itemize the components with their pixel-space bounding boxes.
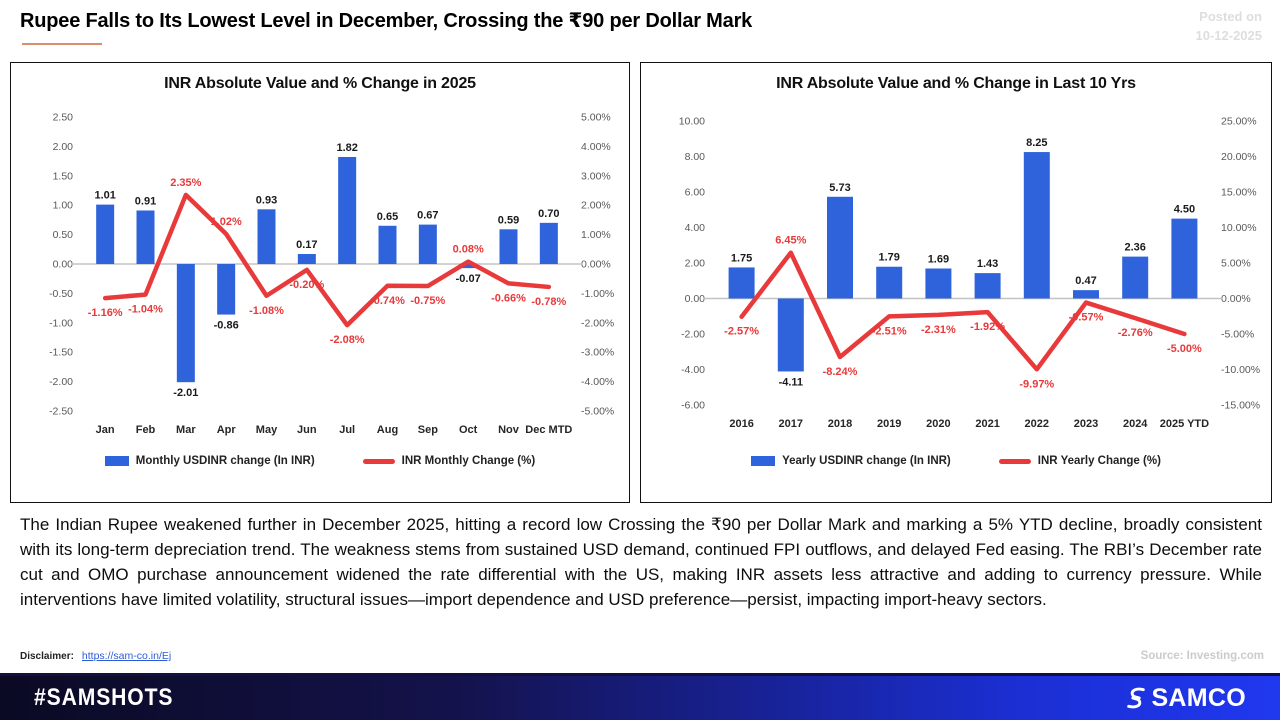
bar-value-label: 0.47 (1075, 275, 1097, 288)
bar (258, 209, 276, 264)
right-axis-tick: -2.00% (581, 317, 615, 330)
right-axis-tick: 0.00% (1221, 293, 1251, 305)
bar (1122, 257, 1148, 299)
bar-value-label: 1.79 (878, 251, 900, 264)
legend-label: INR Monthly Change (%) (401, 455, 536, 467)
line-value-label: -2.57% (724, 325, 760, 338)
bar-value-label: 2.36 (1124, 241, 1146, 254)
page-title: Rupee Falls to Its Lowest Level in December, Crossing the ₹90 per Dollar Mark (20, 10, 753, 32)
x-axis-label: 2022 (1024, 418, 1050, 430)
bar-legend-swatch (751, 456, 775, 466)
bar (975, 273, 1001, 298)
x-axis-label: Jan (95, 424, 115, 436)
left-axis-tick: 2.00 (52, 140, 73, 153)
left-axis-tick: 8.00 (684, 151, 705, 163)
bar-value-label: -0.07 (455, 273, 481, 286)
bar (177, 264, 195, 382)
left-axis-tick: 0.50 (52, 229, 73, 242)
bar-value-label: 0.93 (255, 194, 278, 207)
posted-on-label: Posted on (1199, 9, 1262, 24)
right-axis-tick: -1.00% (581, 287, 615, 300)
monthly-chart-panel (10, 62, 630, 503)
line-value-label: -1.04% (128, 303, 163, 316)
right-axis-tick: 5.00% (1221, 257, 1251, 270)
legend-label: INR Yearly Change (%) (1037, 455, 1161, 467)
disclaimer (20, 650, 171, 662)
x-axis-label: Dec MTD (525, 424, 573, 436)
bar (137, 210, 155, 264)
bar (1073, 290, 1099, 298)
posted-on-date: 10-12-2025 (1195, 27, 1262, 43)
bar (827, 197, 853, 299)
source-credit: Source: Investing.com (1140, 650, 1264, 662)
bar-value-label: 0.59 (497, 214, 520, 227)
line-value-label: -1.16% (87, 307, 123, 320)
line-value-label: 0.08% (452, 243, 484, 256)
bar (876, 267, 902, 299)
x-axis-label: 2020 (926, 418, 951, 430)
chart-legend (11, 455, 629, 467)
line-value-label: -1.92% (970, 321, 1006, 334)
left-axis-tick: 6.00 (684, 186, 705, 199)
legend-item-bar (751, 455, 951, 467)
bar (540, 223, 558, 264)
bar (217, 264, 235, 315)
line-legend-swatch (999, 459, 1031, 464)
line-value-label: -0.57% (1068, 311, 1104, 324)
legend-label: Yearly USDINR change (In INR) (782, 455, 951, 467)
yearly-chart-svg (643, 99, 1269, 451)
bar-value-label: 4.50 (1173, 203, 1196, 216)
right-axis-tick: 15.00% (1221, 186, 1257, 199)
line-value-label: 1.02% (210, 216, 242, 229)
right-axis-tick: 25.00% (1221, 115, 1257, 128)
left-axis-tick: 0.00 (52, 258, 73, 271)
bar-value-label: 0.67 (417, 209, 439, 222)
bar (778, 299, 804, 372)
left-axis-tick: -2.50 (49, 405, 73, 418)
right-axis-tick: 0.00% (581, 258, 611, 271)
bar (1024, 152, 1050, 298)
bar-value-label: 0.17 (296, 239, 318, 252)
bar (96, 205, 114, 264)
x-axis-label: 2024 (1122, 418, 1148, 430)
line-legend-swatch (363, 459, 395, 464)
x-axis-label: Apr (216, 424, 236, 436)
right-axis-tick: 3.00% (581, 170, 611, 183)
line-value-label: -1.08% (249, 304, 284, 317)
line-value-label: -0.78% (531, 295, 567, 308)
yearly-chart-panel (640, 62, 1272, 503)
left-axis-tick: 2.50 (52, 111, 73, 124)
right-axis-tick: -10.00% (1221, 364, 1261, 376)
right-axis-tick: -15.00% (1221, 399, 1261, 412)
line-value-label: -0.20% (289, 278, 325, 291)
x-axis-label: Nov (498, 424, 519, 436)
x-axis-label: Jun (297, 424, 317, 436)
left-axis-tick: -1.00 (49, 317, 73, 330)
bar (500, 229, 518, 264)
footer-bar (0, 673, 1280, 720)
posted-on (1196, 8, 1263, 46)
right-axis-tick: 1.00% (581, 229, 611, 242)
x-axis-label: Feb (135, 424, 156, 436)
line-value-label: -8.24% (822, 366, 858, 379)
right-axis-tick: -3.00% (581, 346, 615, 359)
bar-value-label: 0.91 (134, 195, 157, 208)
line-value-label: 6.45% (775, 234, 807, 247)
summary-paragraph: The Indian Rupee weakened further in December 2025, hitting a record low Crossing the ₹90 per Dollar Mark and marking a 5% YTD decline, broadly consistent with its long-term depreciation trend. The weakness stems from sustained USD demand, continued FPI outflows, and delayed Fed easing. The RBI’s December rate cut and OMO purchase announcement widened the rate differential with the US, making INR assets less attractive and adding to currency pressure. While interventions have limited volatility, structural issues—import dependence and USD preference—persist, impacting import-heavy sectors. (20, 515, 1262, 610)
x-axis-label: Oct (458, 424, 478, 436)
line-value-label: -2.31% (920, 323, 956, 336)
left-axis-tick: -4.00 (681, 364, 705, 376)
monthly-chart-svg (13, 99, 627, 451)
left-axis-tick: 10.00 (678, 115, 705, 128)
bar (379, 226, 397, 264)
samco-logo (1124, 684, 1246, 713)
right-axis-tick: -5.00% (1221, 328, 1255, 341)
right-axis-tick: 5.00% (581, 111, 611, 124)
bar-value-label: 0.70 (538, 207, 560, 220)
bar (338, 157, 356, 264)
bar-value-label: 1.82 (336, 141, 358, 154)
line-value-label: -5.00% (1166, 343, 1202, 355)
left-axis-tick: 1.00 (52, 199, 73, 212)
bar (419, 225, 437, 264)
line-value-label: -0.75% (410, 295, 446, 308)
x-axis-label: Sep (417, 424, 438, 436)
bar-value-label: 1.75 (730, 252, 753, 265)
left-axis-tick: -6.00 (681, 399, 705, 412)
x-axis-label: 2017 (778, 418, 804, 430)
right-axis-tick: -5.00% (581, 405, 615, 418)
line-value-label: 2.35% (170, 176, 202, 189)
left-axis-tick: 1.50 (52, 170, 73, 183)
bar-value-label: 8.25 (1026, 137, 1048, 150)
trend-line (742, 253, 1185, 370)
x-axis-label: Mar (176, 424, 196, 436)
bar-legend-swatch (105, 456, 129, 466)
line-value-label: -9.97% (1019, 378, 1055, 391)
samco-wordmark: SAMCO (1151, 683, 1246, 712)
right-axis-tick: 4.00% (581, 140, 611, 153)
chart-title: INR Absolute Value and % Change in Last 10 Yrs (776, 75, 1136, 92)
bar-value-label: -4.11 (778, 376, 804, 389)
line-value-label: -2.51% (871, 325, 907, 338)
right-axis-tick: 20.00% (1221, 151, 1257, 163)
trend-line (105, 195, 549, 325)
line-value-label: -2.76% (1117, 327, 1153, 340)
x-axis-label: 2019 (876, 418, 902, 430)
legend-item-bar (105, 455, 315, 467)
x-axis-label: May (255, 424, 278, 436)
bar-value-label: 1.01 (94, 189, 116, 202)
samshots-hashtag: #SAMSHOTS (34, 684, 174, 711)
chart-legend (641, 455, 1271, 467)
x-axis-label: 2025 YTD (1159, 418, 1210, 430)
bar-value-label: 0.65 (376, 210, 399, 223)
left-axis-tick: -2.00 (49, 376, 73, 389)
x-axis-label: Aug (376, 424, 399, 436)
line-value-label: -2.08% (329, 334, 365, 347)
x-axis-label: Jul (339, 424, 356, 436)
bar-value-label: 1.43 (976, 258, 999, 271)
disclaimer-link[interactable]: https://sam-co.in/Ej (81, 650, 172, 662)
left-axis-tick: -2.00 (681, 328, 705, 341)
bar-value-label: -2.01 (173, 387, 199, 400)
chart-title: INR Absolute Value and % Change in 2025 (164, 75, 476, 92)
disclaimer-label: Disclaimer: (20, 651, 74, 662)
bar (729, 267, 755, 298)
left-axis-tick: 0.00 (684, 293, 705, 305)
x-axis-label: 2023 (1073, 418, 1099, 430)
line-value-label: -0.74% (370, 294, 405, 307)
bar (1171, 219, 1197, 299)
left-axis-tick: 4.00 (684, 222, 705, 234)
samco-logo-icon (1124, 686, 1148, 710)
bar-value-label: 5.73 (829, 181, 851, 194)
bar (925, 269, 951, 299)
title-accent-underline (22, 43, 102, 45)
x-axis-label: 2021 (975, 418, 1000, 430)
bar (298, 254, 316, 264)
bar-value-label: 1.69 (927, 253, 950, 266)
x-axis-label: 2018 (827, 418, 853, 430)
left-axis-tick: -1.50 (49, 346, 73, 359)
left-axis-tick: 2.00 (684, 257, 705, 270)
line-value-label: -0.66% (491, 292, 526, 305)
right-axis-tick: -4.00% (581, 376, 615, 389)
bar-value-label: -0.86 (213, 319, 239, 332)
right-axis-tick: 10.00% (1221, 222, 1257, 234)
legend-item-line (363, 455, 536, 467)
legend-label: Monthly USDINR change (In INR) (135, 455, 315, 467)
legend-item-line (999, 455, 1161, 467)
x-axis-label: 2016 (729, 418, 754, 430)
left-axis-tick: -0.50 (49, 287, 73, 300)
right-axis-tick: 2.00% (581, 199, 611, 212)
